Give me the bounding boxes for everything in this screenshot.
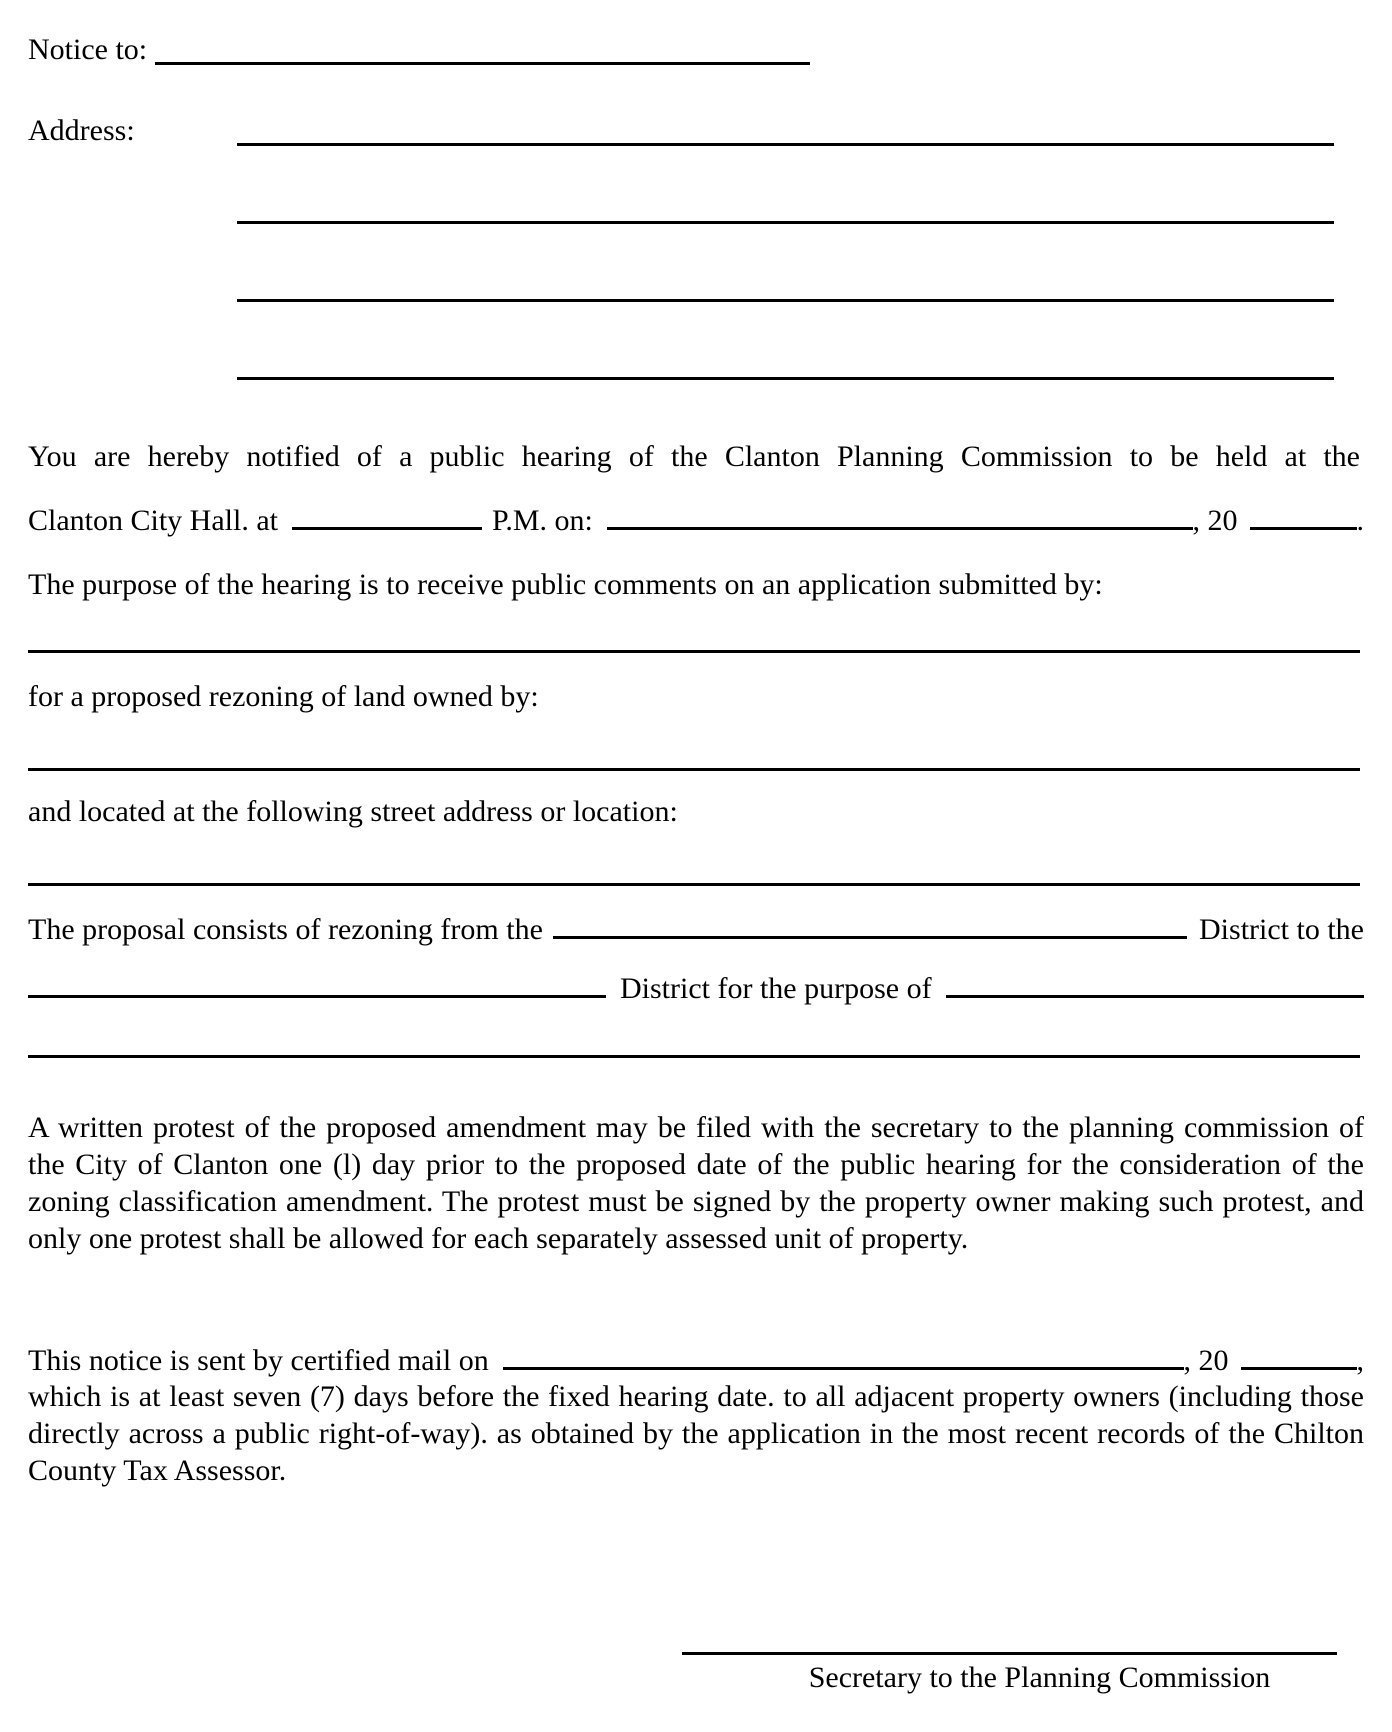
mailing-year-blank bbox=[1241, 1341, 1357, 1370]
applicant-blank bbox=[28, 650, 1360, 653]
signature-line bbox=[682, 1652, 1337, 1655]
to-district-blank bbox=[28, 969, 606, 998]
hearing-line-1: You are hereby notified of a public hearing of the Clanton Planning Commission to be held at the bbox=[28, 440, 1360, 473]
proposal-line-2 bbox=[28, 969, 1364, 1009]
proposal-prefix-text: The proposal consists of rezoning from the bbox=[28, 913, 543, 946]
signature-caption: Secretary to the Planning Commission bbox=[808, 1661, 1271, 1694]
owned-by-label: for a proposed rezoning of land owned by: bbox=[28, 680, 539, 713]
mailing-prefix-text: This notice is sent by certified mail on bbox=[28, 1344, 489, 1377]
from-district-blank bbox=[553, 910, 1187, 939]
notice-to-label: Notice to: bbox=[28, 33, 148, 66]
hearing-year-text: , 20 bbox=[1192, 504, 1238, 537]
hearing-pm-on-text: P.M. on: bbox=[491, 504, 593, 537]
address-blank-4 bbox=[237, 377, 1334, 380]
hearing-period-text: . bbox=[1356, 504, 1364, 537]
address-blank-2 bbox=[237, 221, 1334, 224]
notice-to-blank bbox=[155, 36, 810, 65]
location-blank bbox=[28, 883, 1360, 886]
hearing-time-blank bbox=[292, 501, 482, 530]
protest-paragraph: A written protest of the proposed amendment may be filed with the secretary to the planning commission of the City of Clanton one (l) day prior to the proposed date of the public hearing for the consideration of the zoning classification amendment. The protest must be signed by the property owner making such protest, and only one protest shall be allowed for each separately assessed unit of property. bbox=[28, 1111, 1364, 1255]
address-label: Address: bbox=[28, 114, 135, 147]
purpose-blank bbox=[946, 969, 1364, 998]
mailing-year-text: , 20 bbox=[1183, 1344, 1229, 1377]
district-purpose-text: District for the purpose of bbox=[620, 972, 932, 1005]
mail-date-blank bbox=[503, 1341, 1184, 1370]
district-to-text: District to the bbox=[1199, 913, 1364, 946]
address-blank-3 bbox=[237, 299, 1334, 302]
proposal-line-1 bbox=[28, 910, 1364, 950]
address-blank-1 bbox=[237, 143, 1334, 146]
hearing-line-3: The purpose of the hearing is to receive public comments on an application submitted by: bbox=[28, 568, 1103, 601]
purpose-continued-blank bbox=[28, 1055, 1360, 1058]
mailing-paragraph: which is at least seven (7) days before the fixed hearing date. to all adjacent property owners (including those directly across a public right-of-way). as obtained by the application in the most recent records of the Chilton County Tax Assessor. bbox=[28, 1380, 1364, 1487]
hearing-city-hall-text: Clanton City Hall. at bbox=[28, 504, 278, 537]
hearing-year-blank bbox=[1250, 501, 1357, 530]
notice-to-row bbox=[28, 30, 1364, 70]
hearing-date-blank bbox=[607, 501, 1193, 530]
mailing-comma-text: , bbox=[1356, 1344, 1364, 1377]
hearing-line-2 bbox=[28, 501, 1364, 541]
mailing-line-1 bbox=[28, 1341, 1364, 1381]
located-at-label: and located at the following street address or location: bbox=[28, 795, 678, 828]
owner-blank bbox=[28, 768, 1360, 771]
